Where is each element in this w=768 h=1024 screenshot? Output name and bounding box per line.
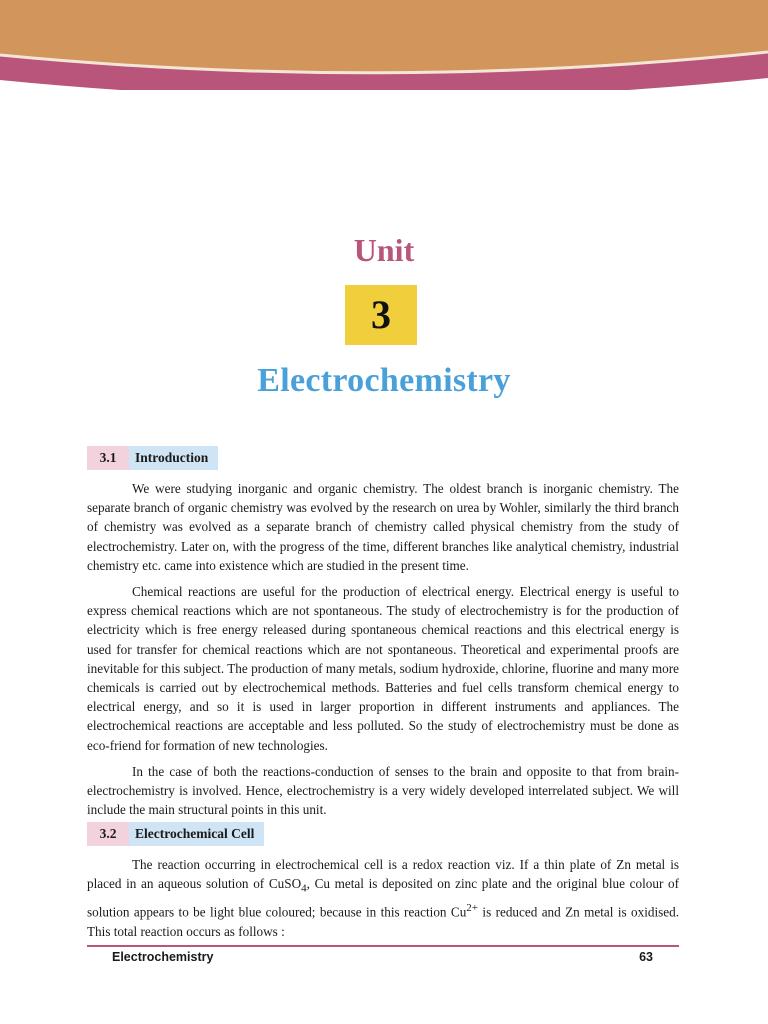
section-title: Introduction: [129, 446, 218, 470]
introduction-body: [87, 479, 679, 826]
paragraph: We were studying inorganic and organic chemistry. The oldest branch is inorganic chemistry. The separate branch of organic chemistry was evolved by the research on urea by Wohler, similarly the third branch of chemistry was evolved as a separate branch of chemistry called physical chemistry from the study of electrochemistry. Later on, with the progress of the time, different branches like analytical chemistry, industrial chemistry etc. came into existence which are studied in the present time.: [87, 481, 679, 573]
section-number: 3.2: [87, 822, 129, 846]
section-number: 3.1: [87, 446, 129, 470]
electrochemical-cell-body: [87, 855, 679, 948]
text-run: is reduced and Zn metal is oxidised. This total reaction occurs as follows :: [87, 904, 679, 939]
text-run: The reaction occurring in electrochemical cell is a redox reaction viz. If a thin plate of Zn metal is placed in an aqueous solution of CuSO: [87, 857, 679, 892]
text-run: , Cu metal is deposited on zinc plate and the original blue colour of solution appears to be light blue coloured; because in this reaction Cu: [87, 876, 679, 920]
footer-rule: [87, 945, 679, 947]
unit-label: Unit: [353, 232, 415, 268]
section-heading-introduction: [87, 446, 218, 470]
paragraph: Chemical reactions are useful for the production of electrical energy. Electrical energy is useful to express chemical reactions which are not spontaneous. The study of electrochemistry is for the production of electricity which is free energy released during spontaneous chemical reactions and this electrical energy is used for transfer for chemical reactions which are not spontaneous. Theoretical and experimental proofs are inevitable for this subject. The production of many metals, sodium hydroxide, chlorine, fluorine and many more chemicals is carried out by electrochemical methods. Batteries and fuel cells transform chemical energy to electrical energy, and so it is used in larger proportion in different instruments and appliances. The electrochemical reactions are acceptable and less polluted. So the study of electrochemistry must be done as eco-friend for formation of new technologies.: [87, 584, 679, 753]
chapter-title: Electrochemistry: [257, 362, 511, 399]
page-number: 63: [639, 950, 653, 964]
footer-chapter-title: Electrochemistry: [112, 950, 214, 964]
subscript: 4: [301, 882, 307, 895]
header-banner: [0, 0, 768, 90]
superscript: 2+: [466, 902, 479, 915]
paragraph: [87, 855, 679, 941]
section-title: Electrochemical Cell: [129, 822, 264, 846]
section-heading-electrochemical-cell: [87, 822, 264, 846]
paragraph: In the case of both the reactions-conduction of senses to the brain and opposite to that from brain-electrochemistry is involved. Hence, electrochemistry is a very widely developed interrelated subject. We will include the main structural points in this unit.: [87, 763, 679, 818]
unit-number-box: 3: [345, 285, 417, 345]
